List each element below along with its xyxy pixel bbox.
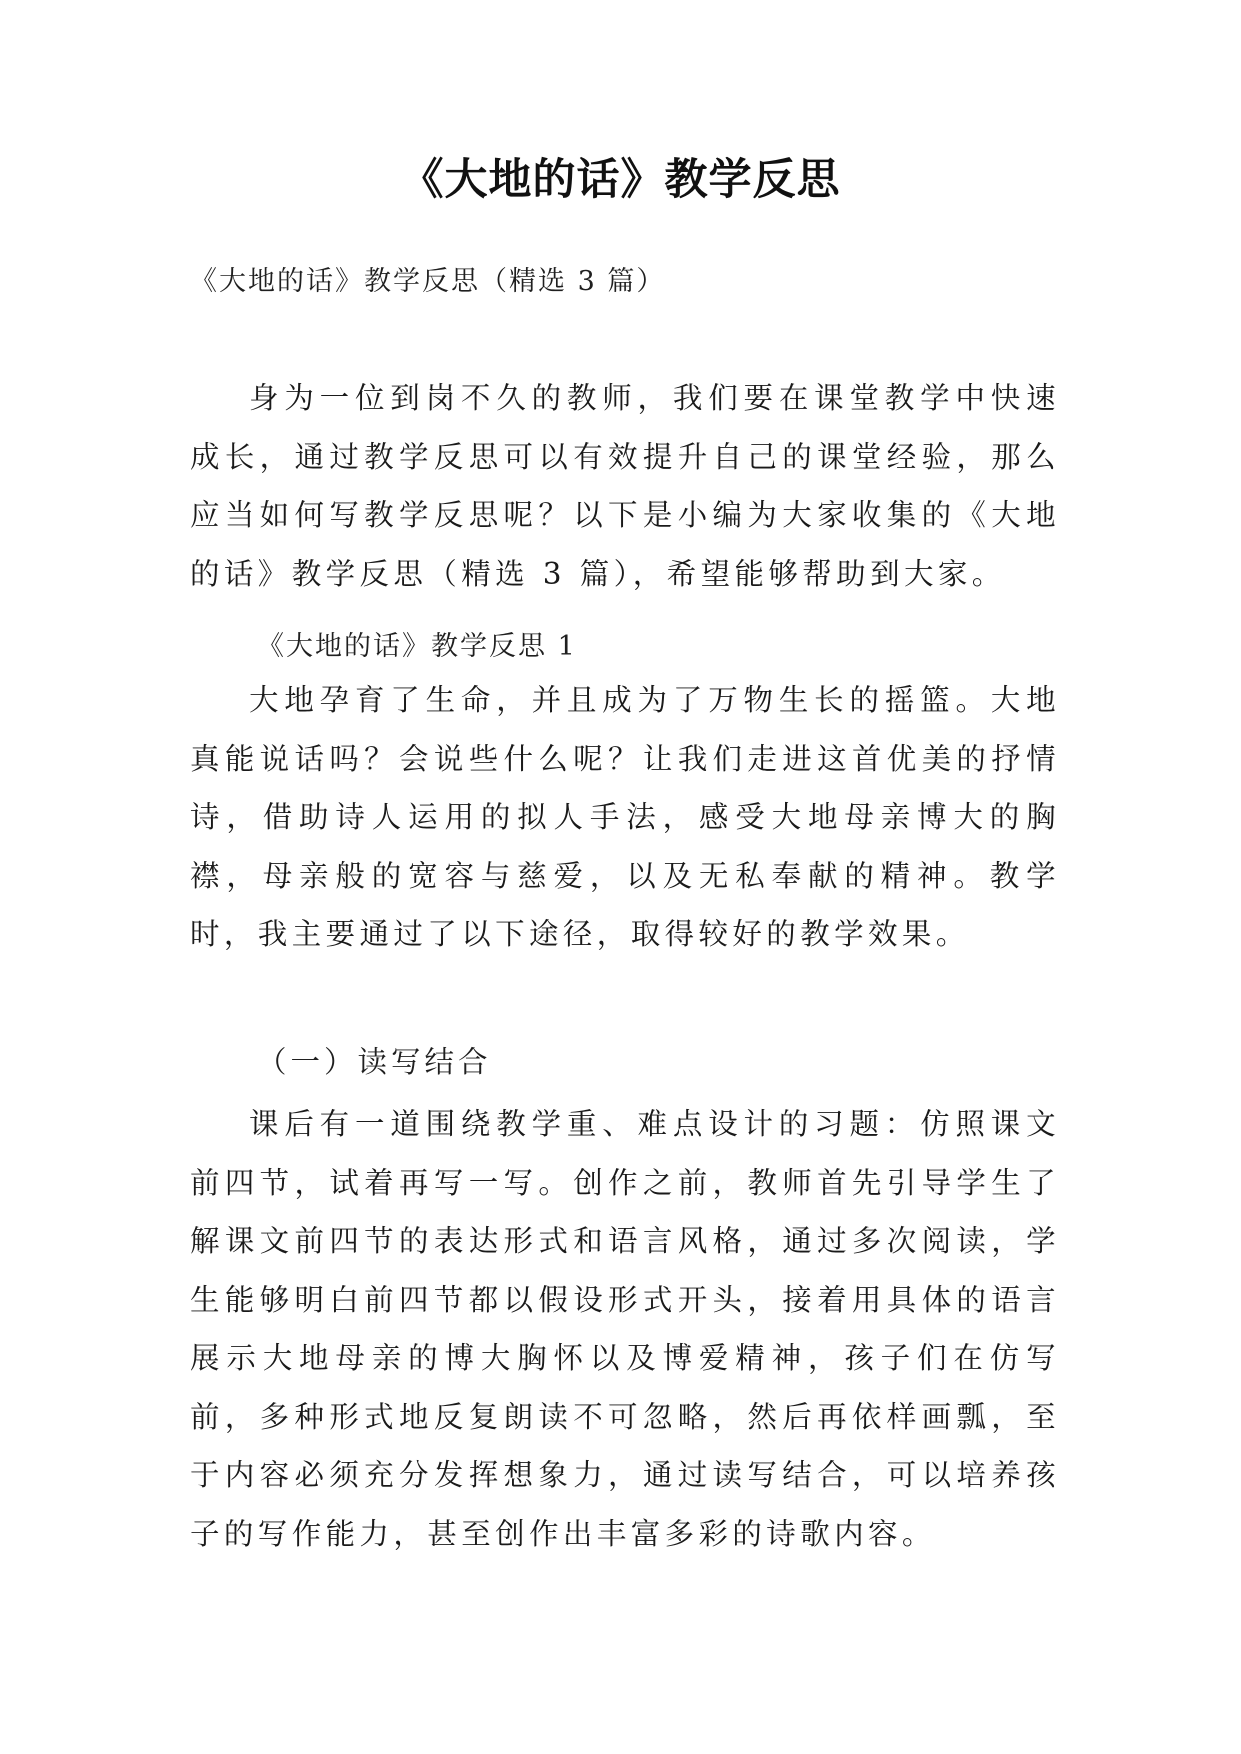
section-paragraph-2: 课后有一道围绕教学重、难点设计的习题：仿照课文前四节，试着再写一写。创作之前，教师首先引导学生了解课文前四节的表达形式和语言风格，通过多次阅读，学生能够明白前四节都以假设形式开头，接着用具体的语言展示大地母亲的博大胸怀以及博爱精神，孩子们在仿写前，多种形式地反复朗读不可忽略，然后再依样画瓢，至于内容必须充分发挥想象力，通过读写结合，可以培养孩子的写作能力，甚至创作出丰富多彩的诗歌内容。 xyxy=(190,1107,1060,1551)
document-title: 《大地的话》教学反思 xyxy=(400,155,841,205)
subsection-heading: （一）读写结合 xyxy=(257,1045,492,1079)
section-paragraph-1: 大地孕育了生命，并且成为了万物生长的摇篮。大地真能说话吗？会说些什么呢？让我们走进这首优美的抒情诗，借助诗人运用的拟人手法，感受大地母亲博大的胸襟，母亲般的宽容与慈爱，以及无私奉献的精神。教学时，我主要通过了以下途径，取得较好的教学效果。 xyxy=(190,683,1060,951)
intro-paragraph: 身为一位到岗不久的教师，我们要在课堂教学中快速成长，通过教学反思可以有效提升自己的课堂经验，那么应当如何写教学反思呢？以下是小编为大家收集的《大地的话》教学反思（精选 3 篇），希望能够帮助到大家。 xyxy=(190,381,1060,591)
section-heading: 《大地的话》教学反思 1 xyxy=(257,631,577,662)
document-subtitle: 《大地的话》教学反思（精选 3 篇） xyxy=(190,266,666,297)
